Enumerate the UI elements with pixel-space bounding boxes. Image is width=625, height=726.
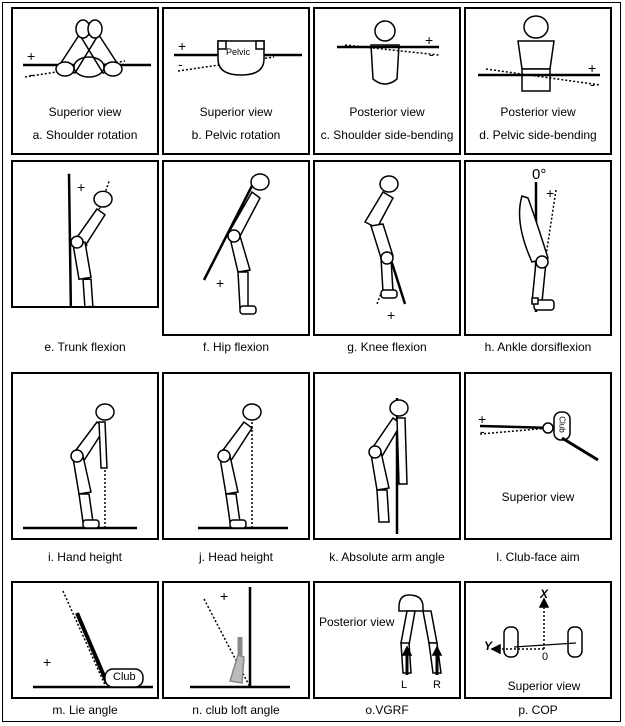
view-label: Superior view [501, 490, 575, 504]
panel-m-lie-angle [11, 581, 159, 699]
x-axis-label: X [540, 587, 549, 601]
view-label: Superior view [507, 679, 581, 693]
club-tag: Club [113, 671, 136, 683]
caption-o: o.VGRF [365, 703, 409, 717]
caption-a: a. Shoulder rotation [32, 128, 138, 142]
club-tag: Club [557, 416, 567, 433]
caption-h: h. Ankle dorsiflexion [484, 340, 592, 354]
ankle-dorsiflexion-diagram [466, 162, 610, 334]
minus-sign: - [429, 46, 434, 62]
zero-degree-label: 0° [532, 166, 547, 183]
left-foot-label: L [401, 679, 408, 691]
caption-e: e. Trunk flexion [44, 340, 126, 354]
panel-o-vgrf [313, 581, 461, 699]
caption-m: m. Lie angle [52, 703, 118, 717]
caption-i: i. Hand height [47, 550, 123, 564]
plus-sign: + [387, 307, 396, 323]
view-label: Posterior view [319, 615, 395, 629]
minus-sign: - [178, 56, 183, 72]
right-foot-label: R [433, 679, 441, 691]
panel-e-trunk-flexion [11, 160, 159, 308]
caption-l: l. Club-face aim [496, 550, 580, 564]
panel-j-head-height [162, 372, 310, 540]
plus-sign: + [588, 60, 597, 76]
panel-i-hand-height [11, 372, 159, 540]
minus-sign: - [480, 423, 485, 439]
view-label: Superior view [199, 105, 273, 119]
minus-sign: - [590, 76, 595, 92]
plus-sign: + [43, 654, 52, 670]
caption-j: j. Head height [198, 550, 274, 564]
panel-n-club-loft-angle [162, 581, 310, 699]
minus-sign: - [29, 66, 34, 82]
club-loft-angle-diagram [164, 583, 308, 697]
origin-label: 0 [542, 651, 549, 663]
plus-sign: + [478, 411, 487, 427]
caption-p: p. COP [518, 703, 558, 717]
hand-height-diagram [13, 374, 157, 538]
plus-sign: + [178, 38, 187, 54]
head-height-diagram [164, 374, 308, 538]
caption-c: c. Shoulder side-bending [320, 128, 454, 142]
plus-sign: + [77, 179, 86, 195]
panel-p-cop [464, 581, 612, 699]
pelvic-tag: Pelvic [226, 47, 251, 57]
panel-l-club-face-aim [464, 372, 612, 540]
view-label: Posterior view [349, 105, 425, 119]
plus-sign: + [220, 588, 229, 604]
panel-h-ankle-dorsiflexion [464, 160, 612, 336]
caption-g: g. Knee flexion [347, 340, 427, 354]
absolute-arm-angle-diagram [315, 374, 459, 538]
view-label: Superior view [48, 105, 122, 119]
y-axis-label: Y [484, 639, 493, 653]
caption-d: d. Pelvic side-bending [479, 128, 597, 142]
view-label: Posterior view [500, 105, 576, 119]
caption-k: k. Absolute arm angle [329, 550, 445, 564]
caption-f: f. Hip flexion [202, 340, 270, 354]
plus-sign: + [425, 32, 434, 48]
plus-sign: + [27, 48, 36, 64]
caption-b: b. Pelvic rotation [191, 128, 281, 142]
panel-k-absolute-arm-angle [313, 372, 461, 540]
plus-sign: + [546, 185, 555, 201]
panel-g-knee-flexion [313, 160, 461, 336]
panel-f-hip-flexion [162, 160, 310, 336]
plus-sign: + [216, 275, 225, 291]
club-face-aim-diagram [466, 374, 610, 538]
caption-n: n. club loft angle [192, 703, 280, 717]
plus-sign: + [395, 479, 401, 490]
hip-flexion-diagram [164, 162, 308, 334]
